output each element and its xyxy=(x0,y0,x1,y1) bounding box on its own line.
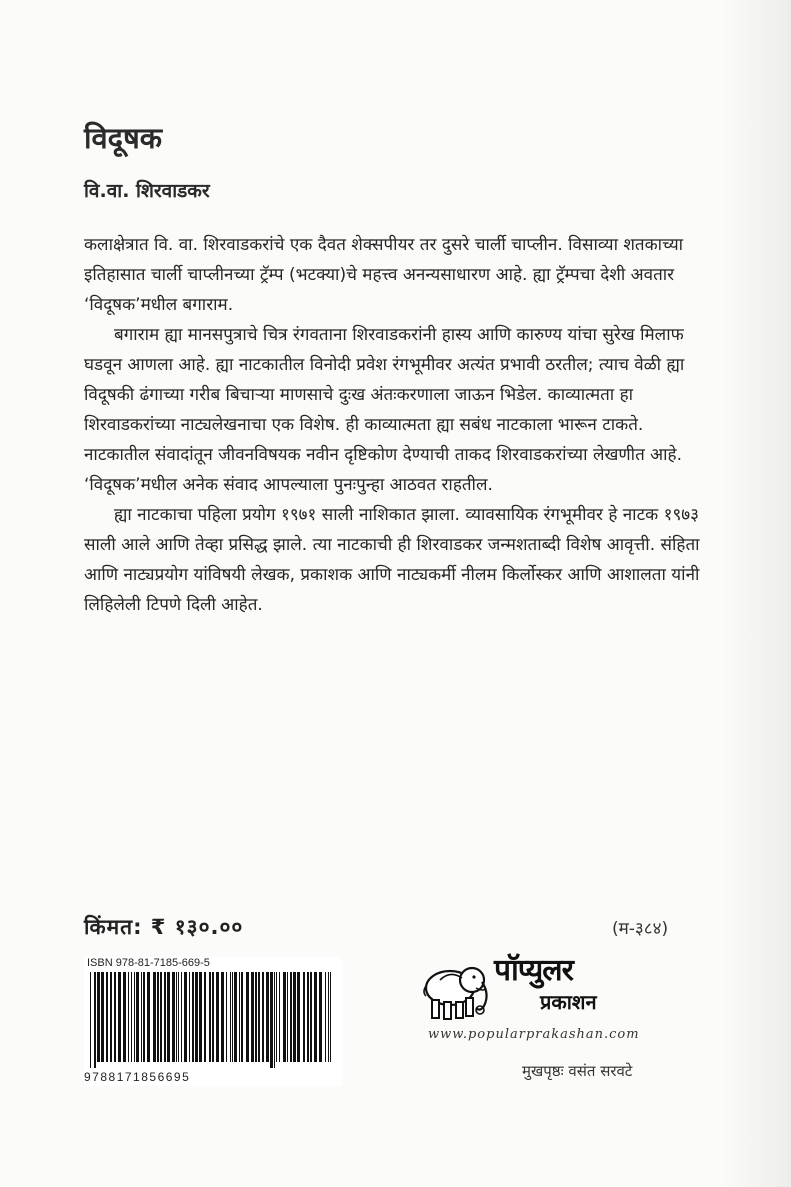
publisher-logo xyxy=(420,948,700,1028)
barcode-bar xyxy=(131,972,132,1062)
barcode-bar xyxy=(97,972,100,1062)
barcode-bar xyxy=(274,972,275,1068)
barcode-bar xyxy=(303,972,305,1062)
barcode-bar xyxy=(258,972,260,1062)
barcode-bar xyxy=(94,972,96,1068)
barcode-bar xyxy=(212,972,214,1062)
barcode-bar xyxy=(167,972,170,1062)
barcode-bar xyxy=(234,972,237,1062)
barcode-bar xyxy=(209,972,211,1062)
barcode-bar xyxy=(101,972,104,1062)
blurb xyxy=(84,230,706,620)
barcode-bar xyxy=(141,972,142,1062)
barcode-bar xyxy=(110,972,112,1062)
barcode-bar xyxy=(114,972,116,1062)
barcode-bar xyxy=(106,972,108,1062)
barcode-bar xyxy=(232,972,233,1062)
barcode-bar xyxy=(230,972,231,1062)
elephant-icon xyxy=(420,948,492,1026)
barcode-bar xyxy=(90,972,91,1068)
author-name: वि.वा. शिरवाडकर xyxy=(84,180,210,202)
publisher-website: www.popularprakashan.com xyxy=(428,1027,640,1042)
barcode-bar xyxy=(204,972,206,1062)
barcode-bar xyxy=(266,972,269,1062)
barcode-bar xyxy=(123,972,126,1062)
barcode-bar xyxy=(153,972,156,1062)
barcode-bar xyxy=(118,972,121,1062)
barcode-bar xyxy=(319,972,322,1062)
barcode-bar xyxy=(195,972,198,1062)
barcode-bar xyxy=(136,972,139,1062)
barcode-bar xyxy=(287,972,288,1062)
cover-credit: मुखपृष्ठः वसंत सरवटे xyxy=(522,1062,633,1080)
blurb-paragraph-2: बगाराम ह्या मानसपुत्राचे चित्र रंगवताना शिरवाडकरांनी हास्य आणि कारुण्य यांचा सुरेख मिलाफ घडवून आणला आहे. ह्या नाटकातील विनोदी प्रवेश रंगभूमीवर अत्यंत प्रभावी ठरतील; त्याच वेळी ह्या विदूषकी ढंगाच्या गरीब बिचाऱ्या माणसाचे दुःख अंतःकरणाला जाऊन भिडेल. काव्यात्मता हा शिरवाडकरांच्या नाट्यलेखनाचा एक विशेष. ही काव्यात्मता ह्या सबंध नाटकाला भारून टाकते. नाटकातील संवादांतून जीवनविषयक नवीन दृष्टिकोण देण्याची ताकद शिरवाडकरांच्या लेखणीत आहे. ‘विदूषक’मधील अनेक संवाद आपल्याला पुनःपुन्हा आठवत राहतील. xyxy=(84,325,685,495)
barcode-bar xyxy=(251,972,254,1062)
barcode xyxy=(84,957,342,1086)
barcode-bar xyxy=(160,972,162,1062)
barcode-bar xyxy=(226,972,227,1062)
catalog-code: (म-३८४) xyxy=(612,919,669,939)
barcode-bar xyxy=(307,972,309,1062)
barcode-bar xyxy=(283,972,286,1062)
blurb-paragraph-3: ह्या नाटकाचा पहिला प्रयोग १९७१ साली नाशिकात झाला. व्यावसायिक रंगभूमीवर हे नाटक १९७३ साली आले आणि तेव्हा प्रसिद्ध झाले. त्या नाटकाची ही शिरवाडकर जन्मशताब्दी विशेष आवृत्ती. संहिता आणि नाट्यप्रयोग यांविषयी लेखक, प्रकाशक आणि नाट्यकर्मी नीलम किर्लोस्कर आणि आशालता यांनी लिहिलेली टिपणे दिली आहेत. xyxy=(84,505,700,615)
barcode-bar xyxy=(178,972,179,1062)
barcode-bar xyxy=(164,972,166,1062)
spine-shadow xyxy=(721,0,791,1187)
barcode-bar xyxy=(293,972,296,1062)
barcode-bar xyxy=(239,972,240,1062)
barcode-bar xyxy=(255,972,257,1062)
barcode-bar xyxy=(290,972,292,1062)
barcode-bar xyxy=(199,972,202,1062)
barcode-bar xyxy=(241,972,243,1062)
barcode-bar xyxy=(134,972,135,1062)
barcode-bar xyxy=(176,972,177,1062)
barcode-bar xyxy=(172,972,175,1062)
barcode-bar xyxy=(128,972,129,1062)
barcode-bar xyxy=(157,972,159,1062)
barcode-bar xyxy=(246,972,249,1062)
barcode-bar xyxy=(270,972,273,1068)
barcode-bar xyxy=(328,972,329,1062)
barcode-bar xyxy=(279,972,280,1062)
barcode-bar xyxy=(221,972,224,1062)
barcode-bar xyxy=(189,972,190,1062)
blurb-paragraph-1: कलाक्षेत्रात वि. वा. शिरवाडकरांचे एक दैवत शेक्सपीयर तर दुसरे चार्ली चाप्लीन. विसाव्या शतकाच्या इतिहासात चार्ली चाप्लीनच्या ट्रॅम्प (भटक्या)चे महत्त्व अनन्यसाधारण आहे. ह्या ट्रॅम्पचा देशी अवतार ‘विदूषक’मधील बगाराम. xyxy=(84,235,684,315)
barcode-bar xyxy=(143,972,145,1062)
isbn-label: ISBN 978-81-7185-669-5 xyxy=(87,957,210,969)
barcode-bar xyxy=(192,972,194,1062)
barcode-bar xyxy=(297,972,300,1062)
barcode-bars xyxy=(90,972,336,1068)
book-title: विदूषक xyxy=(84,121,163,155)
barcode-bar xyxy=(325,972,326,1062)
barcode-bar xyxy=(147,972,150,1062)
barcode-bar xyxy=(184,972,187,1062)
barcode-bar xyxy=(310,972,312,1062)
price: किंमत: ₹ १३०.०० xyxy=(84,915,244,939)
barcode-number: 9788171856695 xyxy=(84,1070,191,1084)
barcode-bar xyxy=(276,972,277,1062)
barcode-bar xyxy=(330,972,331,1062)
barcode-bar xyxy=(181,972,182,1062)
barcode-bar xyxy=(216,972,219,1062)
barcode-bar xyxy=(314,972,317,1062)
publisher-name: पॉप्युलर xyxy=(494,953,573,988)
barcode-bar xyxy=(262,972,264,1062)
publisher-subtitle: प्रकाशन xyxy=(540,990,597,1014)
